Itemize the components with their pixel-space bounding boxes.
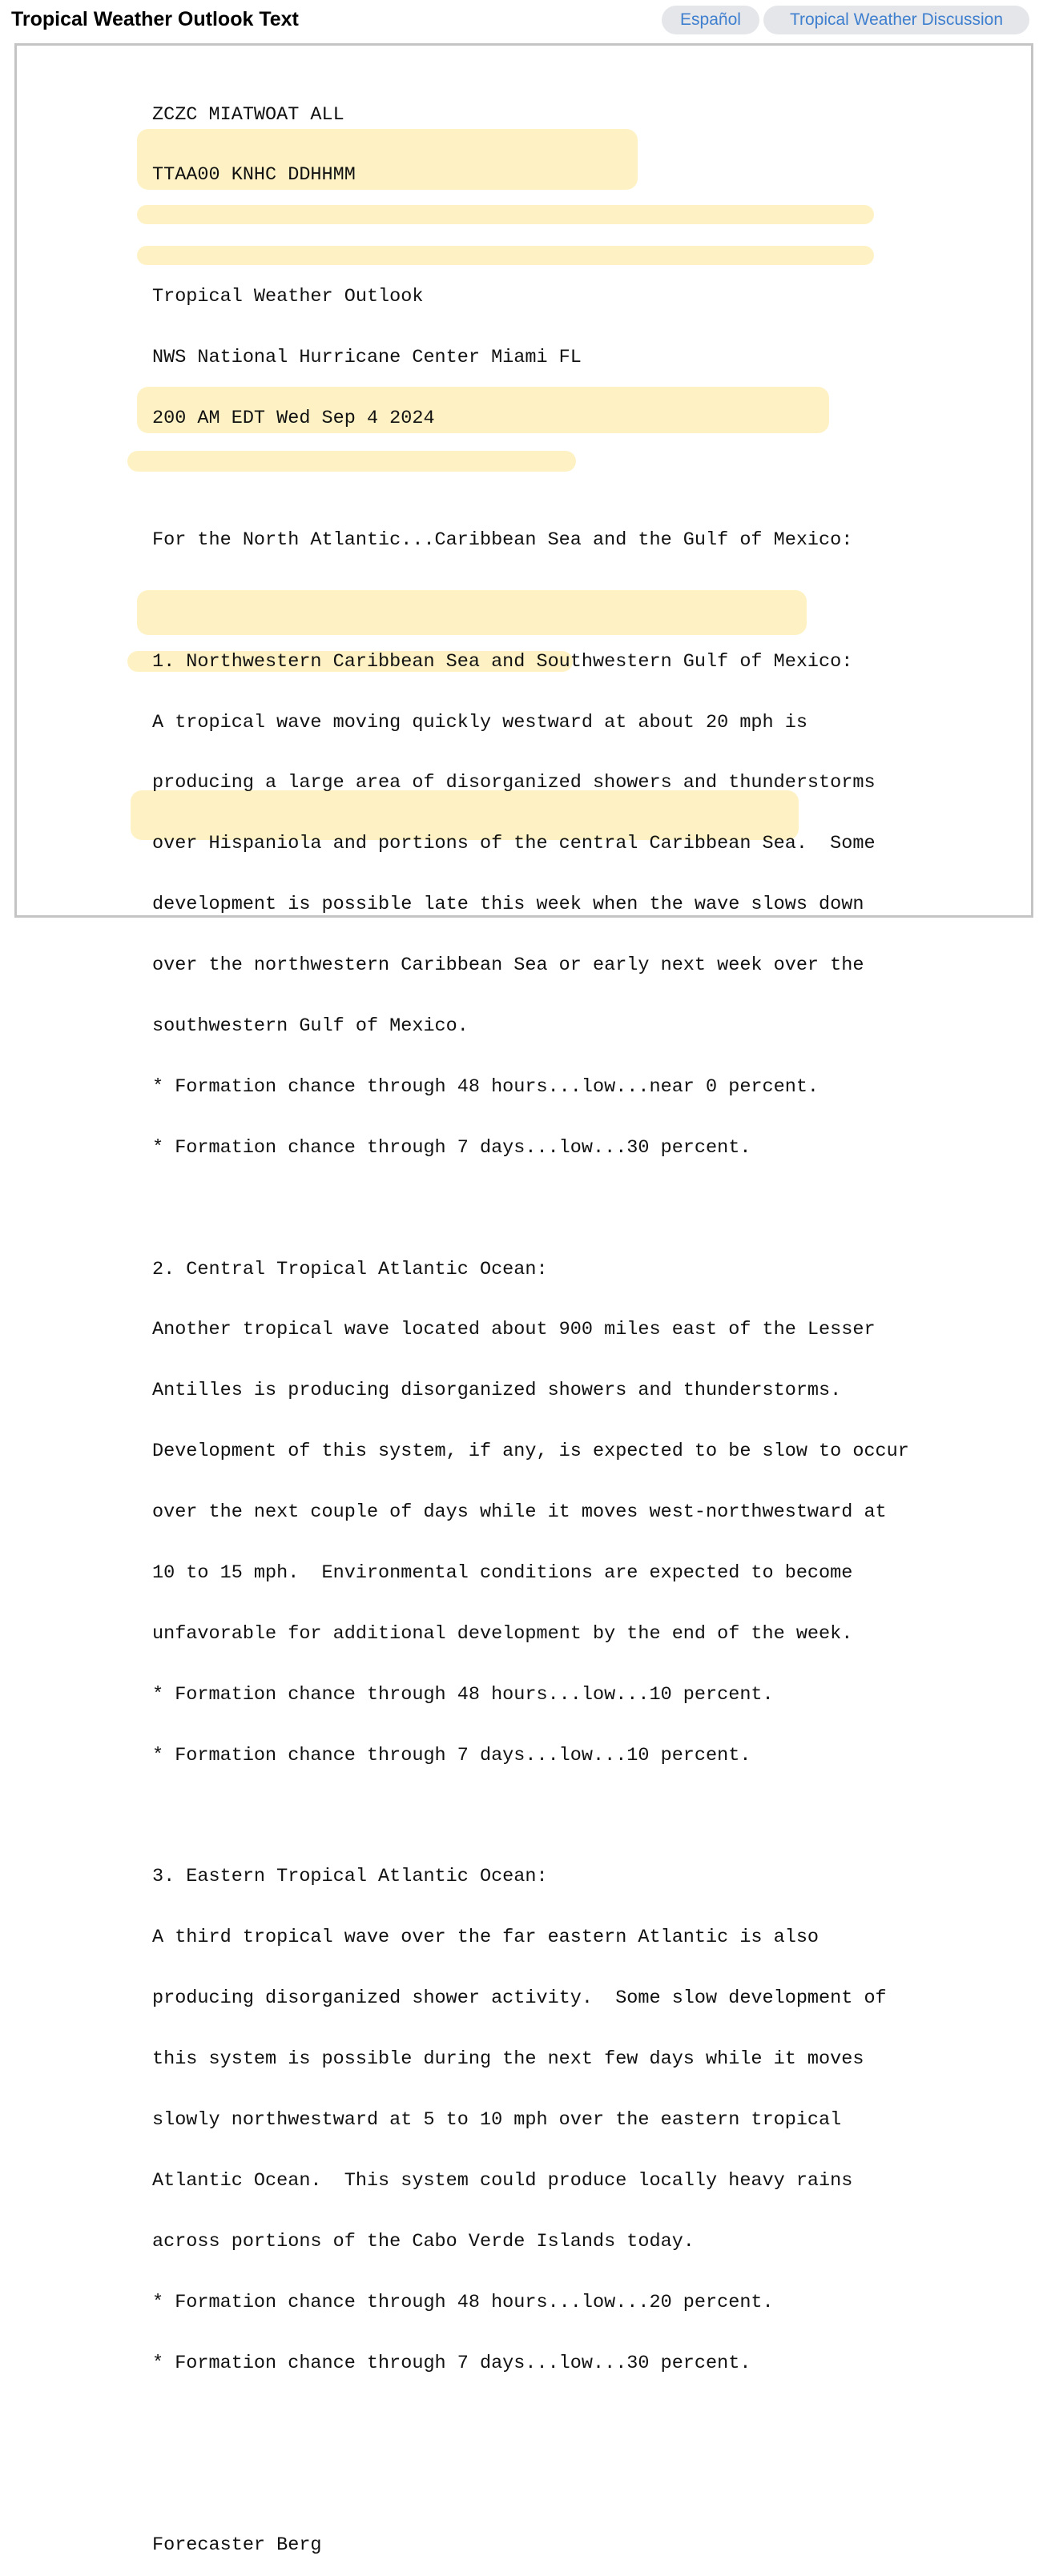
text-line xyxy=(152,591,909,611)
text-line: development is possible late this week when the wave slows down xyxy=(152,894,864,916)
text-line: 1. Northwestern Caribbean Sea and Southwestern Gulf of Mexico: xyxy=(152,650,853,673)
espanol-button[interactable]: Español xyxy=(662,6,759,34)
text-line: * Formation chance through 48 hours...low...near 0 percent. xyxy=(152,1075,820,1098)
text-line: 200 AM EDT Wed Sep 4 2024 xyxy=(152,408,435,430)
text-line: Antilles is producing disorganized showers and thunderstorms. xyxy=(152,1380,842,1402)
text-line: * Formation chance through 7 days...low...30 percent. xyxy=(152,2352,751,2374)
text-line: slowly northwestward at 5 to 10 mph over the eastern tropical xyxy=(152,2108,842,2131)
text-line: * Formation chance through 7 days...low...30 percent. xyxy=(152,1136,751,1159)
text-line: Tropical Weather Outlook xyxy=(152,286,424,308)
text-line xyxy=(152,1806,909,1827)
text-line xyxy=(152,2413,909,2433)
text-line: unfavorable for additional development by the end of the week. xyxy=(152,1622,853,1645)
text-line: Atlantic Ocean. This system could produce locally heavy rains xyxy=(152,2169,853,2192)
text-line: NWS National Hurricane Center Miami FL xyxy=(152,347,582,369)
text-line: across portions of the Cabo Verde Islands today. xyxy=(152,2230,695,2252)
text-line: 3. Eastern Tropical Atlantic Ocean: xyxy=(152,1866,548,1888)
tropical-weather-discussion-button[interactable]: Tropical Weather Discussion xyxy=(763,6,1029,34)
text-line xyxy=(152,469,909,489)
text-line: * Formation chance through 48 hours...low...10 percent. xyxy=(152,1683,774,1706)
text-line: 10 to 15 mph. Environmental conditions are expected to become xyxy=(152,1561,853,1584)
text-line: over the northwestern Caribbean Sea or early next week over the xyxy=(152,954,864,977)
text-line: Forecaster Berg xyxy=(152,2534,322,2557)
text-line xyxy=(152,226,909,246)
text-line: A third tropical wave over the far eastern Atlantic is also xyxy=(152,1927,820,1949)
text-line: A tropical wave moving quickly westward at about 20 mph is xyxy=(152,711,807,733)
text-line: southwestern Gulf of Mexico. xyxy=(152,1015,469,1037)
text-line: over the next couple of days while it moves west-northwestward at xyxy=(152,1501,887,1524)
text-line: this system is possible during the next few days while it moves xyxy=(152,2048,864,2071)
text-line: 2. Central Tropical Atlantic Ocean: xyxy=(152,1258,548,1280)
text-line: * Formation chance through 48 hours...low...20 percent. xyxy=(152,2291,774,2313)
text-line: producing a large area of disorganized showers and thunderstorms xyxy=(152,772,876,794)
page-title: Tropical Weather Outlook Text xyxy=(11,8,299,30)
text-line xyxy=(152,1199,909,1219)
outlook-product-text xyxy=(152,64,909,2576)
text-line: Another tropical wave located about 900 miles east of the Lesser xyxy=(152,1319,876,1341)
text-line xyxy=(152,2474,909,2494)
text-line: over Hispaniola and portions of the central Caribbean Sea. Some xyxy=(152,833,876,855)
text-line: * Formation chance through 7 days...low...10 percent. xyxy=(152,1744,751,1766)
text-line: For the North Atlantic...Caribbean Sea and the Gulf of Mexico: xyxy=(152,528,853,551)
text-line: Development of this system, if any, is expected to be slow to occur xyxy=(152,1441,909,1463)
text-line: TTAA00 KNHC DDHHMM xyxy=(152,164,356,187)
text-line: ZCZC MIATWOAT ALL xyxy=(152,103,344,126)
text-line: producing disorganized shower activity. Some slow development of xyxy=(152,1987,887,2010)
